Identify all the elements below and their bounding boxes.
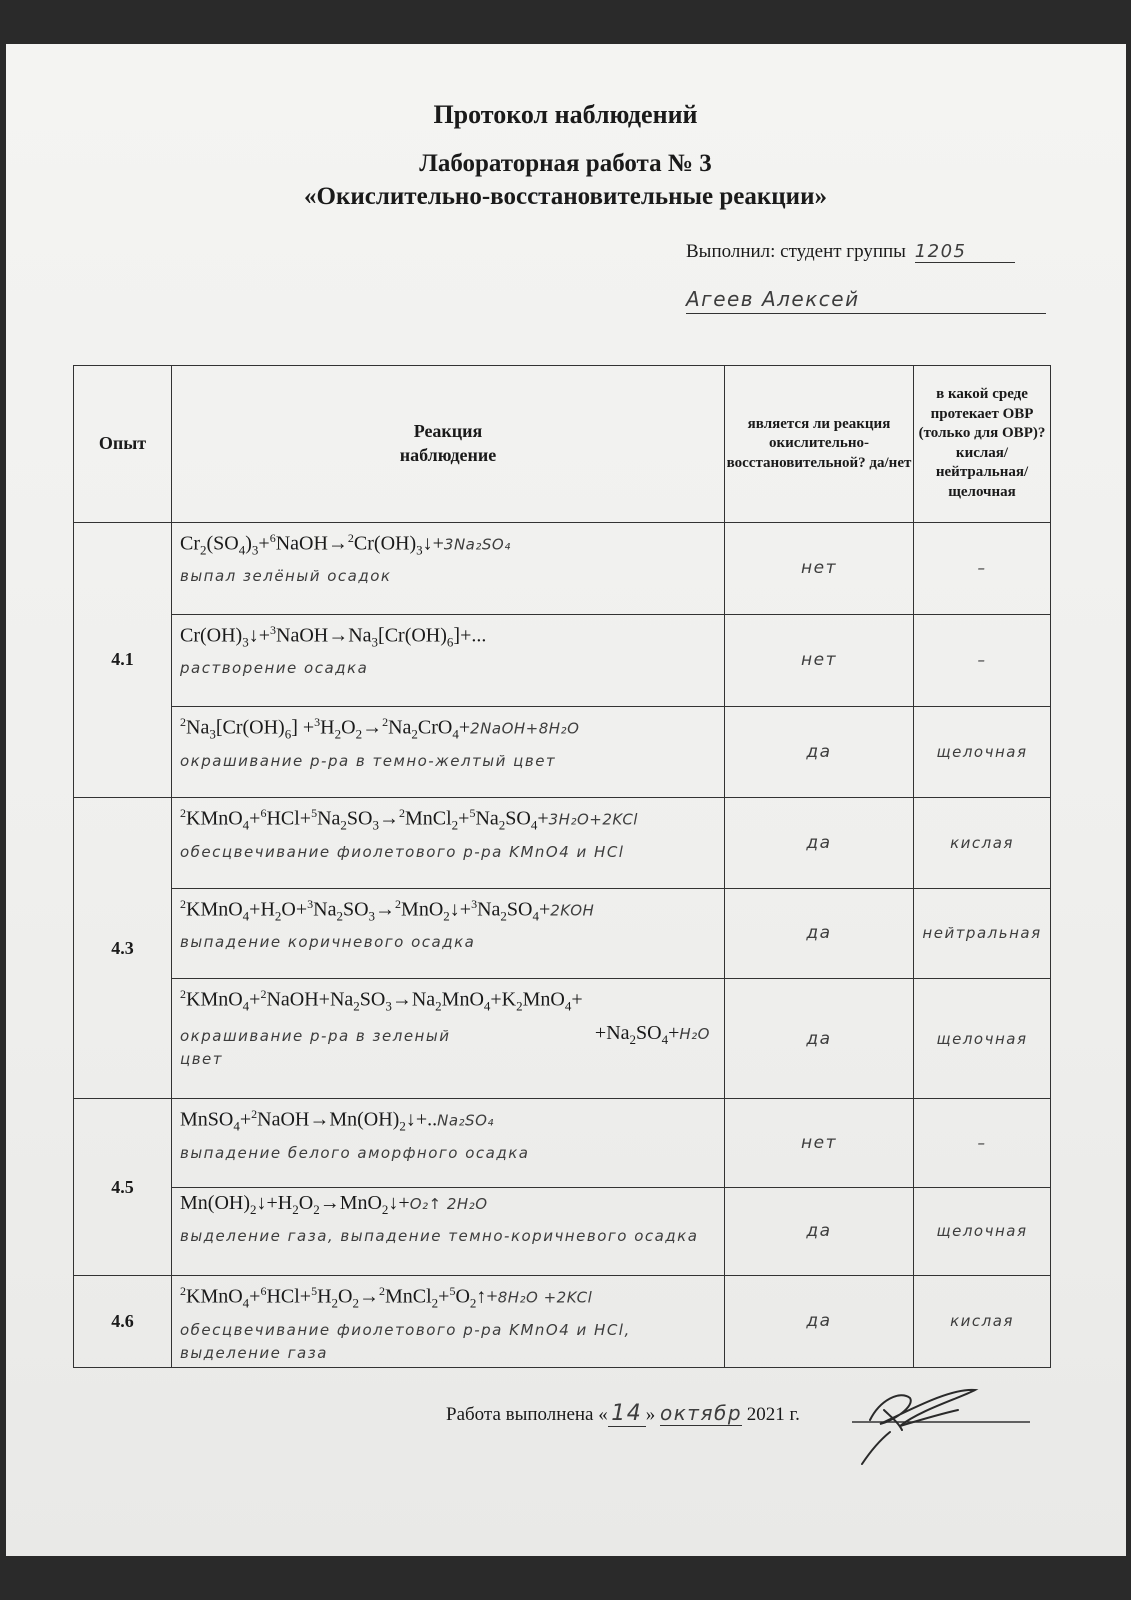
medium-answer: – xyxy=(914,522,1051,614)
header-reaction-line1: Реакция xyxy=(413,421,483,442)
completion-prefix: Работа выполнена « xyxy=(446,1404,608,1425)
reaction-equation: $^2KMnO_4+H_2O+^3Na_2SO_3\to^2MnO_2↓+^3Na_2SO_4+2KOH$ xyxy=(180,896,595,924)
experiment-label: 4.1 xyxy=(74,522,172,798)
medium-answer: – xyxy=(914,1099,1051,1187)
table-row xyxy=(74,798,1051,888)
observation: обесцвечивание фиолетового р-ра KMnO4 и HCl xyxy=(180,843,625,862)
completion-year: 2021 г. xyxy=(746,1404,800,1425)
is-redox-answer: нет xyxy=(725,1099,914,1187)
completion-sep: » xyxy=(645,1404,656,1425)
lab-number: Лабораторная работа № 3 xyxy=(419,150,712,177)
is-redox-answer: нет xyxy=(725,614,914,706)
medium-answer: щелочная xyxy=(914,979,1051,1099)
reaction-equation: $Cr_2(SO_4)_3+^6NaOH\to^2Cr(OH)_3↓+3Na_2SO_4$ xyxy=(180,530,511,558)
reaction-cell xyxy=(172,1099,725,1187)
table-row xyxy=(74,707,1051,798)
table-header-row xyxy=(74,366,1051,523)
medium-answer: кислая xyxy=(914,798,1051,888)
student-group-line xyxy=(686,241,1015,263)
completion-month: октябр xyxy=(659,1401,743,1425)
table-row xyxy=(74,1275,1051,1367)
header-reaction-line2: наблюдение xyxy=(399,444,497,465)
reaction-cell xyxy=(172,707,725,798)
experiment-label: 4.5 xyxy=(74,1099,172,1276)
reaction-cell xyxy=(172,798,725,888)
is-redox-answer: да xyxy=(725,798,914,888)
reaction-equation: $MnSO_4+^2NaOH\to Mn(OH)_2↓+..Na_2SO_4$ xyxy=(180,1107,494,1135)
reaction-cell xyxy=(172,614,725,706)
reaction-cell xyxy=(172,888,725,978)
is-redox-answer: да xyxy=(725,888,914,978)
reaction-cell xyxy=(172,1275,725,1367)
reaction-equation: $^2KMnO_4+^2NaOH+Na_2SO_3\to Na_2MnO_4+K_2MnO_4+$ xyxy=(180,987,583,1014)
observation: выпадение белого аморфного осадка xyxy=(180,1144,530,1163)
is-redox-answer: да xyxy=(725,1275,914,1367)
is-redox-answer: да xyxy=(725,707,914,798)
table-row xyxy=(74,614,1051,706)
reaction-cell xyxy=(172,979,725,1099)
table-row xyxy=(74,1099,1051,1187)
reaction-equation: $Mn(OH)_2↓+H_2O_2\to MnO_2↓+O_2↑$ 2H₂O xyxy=(180,1191,488,1217)
medium-answer: щелочная xyxy=(914,707,1051,798)
reaction-equation: $Cr(OH)_3↓+^3NaOH\to Na_3[Cr(OH)_6]+$... xyxy=(180,622,487,650)
signature xyxy=(840,1380,1040,1470)
medium-answer: щелочная xyxy=(914,1187,1051,1275)
reaction-equation-cont: $+Na_2SO_4+H_2O$ xyxy=(594,1021,710,1047)
observation: окрашивание р-ра в зеленый цвет xyxy=(180,1026,451,1068)
header-is-redox: является ли реакция окислительно-восстановительной? да/нет xyxy=(725,366,914,523)
observation: обесцвечивание фиолетового р-ра KMnO4 и HCl, выделение газа xyxy=(180,1320,631,1362)
table-row xyxy=(74,979,1051,1099)
medium-answer: – xyxy=(914,614,1051,706)
student-group-label: Выполнил: студент группы xyxy=(686,241,906,262)
observation: выпал зелёный осадок xyxy=(180,567,392,586)
observation: окрашивание р-ра в темно-желтый цвет xyxy=(180,751,557,770)
reaction-cell xyxy=(172,1187,725,1275)
header-experiment: Опыт xyxy=(74,366,172,523)
reaction-equation: $^2Na_3[Cr(OH)_6]$ $+^3H_2O_2\to^2Na_2CrO_4+2NaOH+8H_2O$ xyxy=(180,715,580,742)
observation: растворение осадка xyxy=(180,659,369,678)
header-reaction xyxy=(172,366,725,523)
table-row xyxy=(74,1187,1051,1275)
student-name: Агеев Алексей xyxy=(686,287,1046,314)
reaction-equation: $^2KMnO_4+^6HCl+^5H_2O_2\to^2MnCl_2+^5O_2↑+8H_2O +2KCl$ xyxy=(180,1283,593,1311)
completion-day: 14 xyxy=(608,1401,646,1427)
student-group-value: 1205 xyxy=(915,241,1015,263)
experiment-label: 4.3 xyxy=(74,798,172,1099)
header-medium: в какой среде протекает ОВР (только для ОВР)? кислая/ нейтральная/ щелочная xyxy=(914,366,1051,523)
is-redox-answer: да xyxy=(725,1187,914,1275)
medium-answer: кислая xyxy=(914,1275,1051,1367)
experiment-label: 4.6 xyxy=(74,1275,172,1367)
reaction-cell xyxy=(172,522,725,614)
page-title: Протокол наблюдений xyxy=(433,100,698,129)
table-row xyxy=(74,888,1051,978)
observation: выделение газа, выпадение темно-коричневого осадка xyxy=(180,1226,699,1245)
medium-answer: нейтральная xyxy=(914,888,1051,978)
is-redox-answer: да xyxy=(725,979,914,1099)
observation: выпадение коричневого осадка xyxy=(180,933,476,952)
reaction-equation: $^2KMnO_4+^6HCl+^5Na_2SO_3\to^2MnCl_2+^5Na_2SO_4+3H_2O+2KCl$ xyxy=(180,806,638,834)
lab-topic: «Окислительно-восстановительные реакции» xyxy=(304,183,827,210)
protocol-table xyxy=(73,365,1051,1368)
is-redox-answer: нет xyxy=(725,522,914,614)
completion-line xyxy=(446,1401,800,1427)
table-row xyxy=(74,522,1051,614)
